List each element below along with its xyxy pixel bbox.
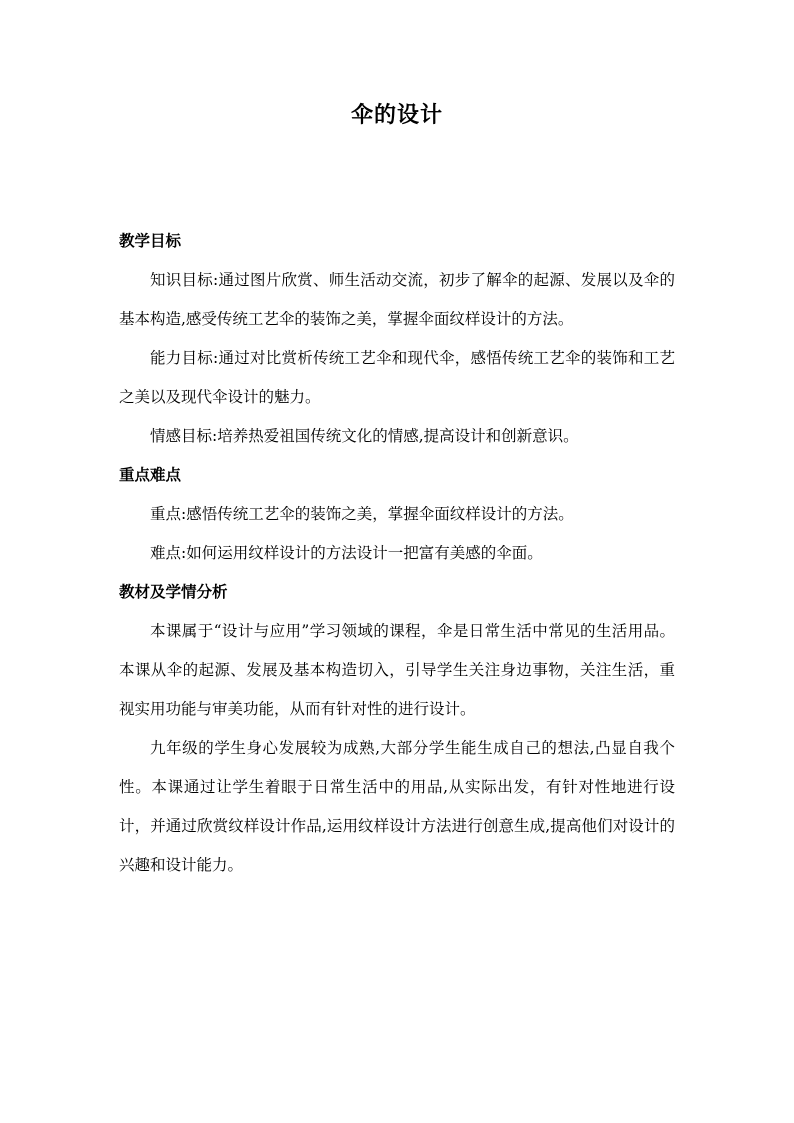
paragraph-ability-objective: 能力目标:通过对比赏析传统工艺伞和现代伞，感悟传统工艺伞的装饰和工艺之美以及现代伞设计的魅力。 (119, 349, 675, 406)
section-heading-objectives: 教学目标 (119, 232, 182, 250)
document-body (119, 222, 675, 885)
paragraph-student-analysis: 九年级的学生身心发展较为成熟,大部分学生能生成自己的想法,凸显自我个性。本课通过让学生着眼于日常生活中的用品,从实际出发，有针对性地进行设计，并通过欣赏纹样设计作品,运用纹样设计方法进行创意生成,提高他们对设计的兴趣和设计能力。 (119, 739, 675, 874)
paragraph-knowledge-objective: 知识目标:通过图片欣赏、师生活动交流，初步了解伞的起源、发展以及伞的基本构造,感受传统工艺伞的装饰之美，掌握伞面纹样设计的方法。 (119, 271, 675, 328)
section-heading-analysis: 教材及学情分析 (119, 583, 228, 601)
paragraph-key-point: 重点:感悟传统工艺伞的装饰之美，掌握伞面纹样设计的方法。 (150, 505, 574, 523)
paragraph-difficulty: 难点:如何运用纹样设计的方法设计一把富有美感的伞面。 (150, 544, 543, 562)
paragraph-material-analysis: 本课属于“设计与应用”学习领域的课程，伞是日常生活中常见的生活用品。本课从伞的起源、发展及基本构造切入，引导学生关注身边事物，关注生活，重视实用功能与审美功能，从而有针对性的进行设计。 (119, 622, 675, 718)
paragraph-emotion-objective: 情感目标:培养热爱祖国传统文化的情感,提高设计和创新意识。 (150, 427, 579, 445)
document-title: 伞的设计 (350, 103, 443, 128)
section-heading-key-points: 重点难点 (119, 466, 182, 484)
